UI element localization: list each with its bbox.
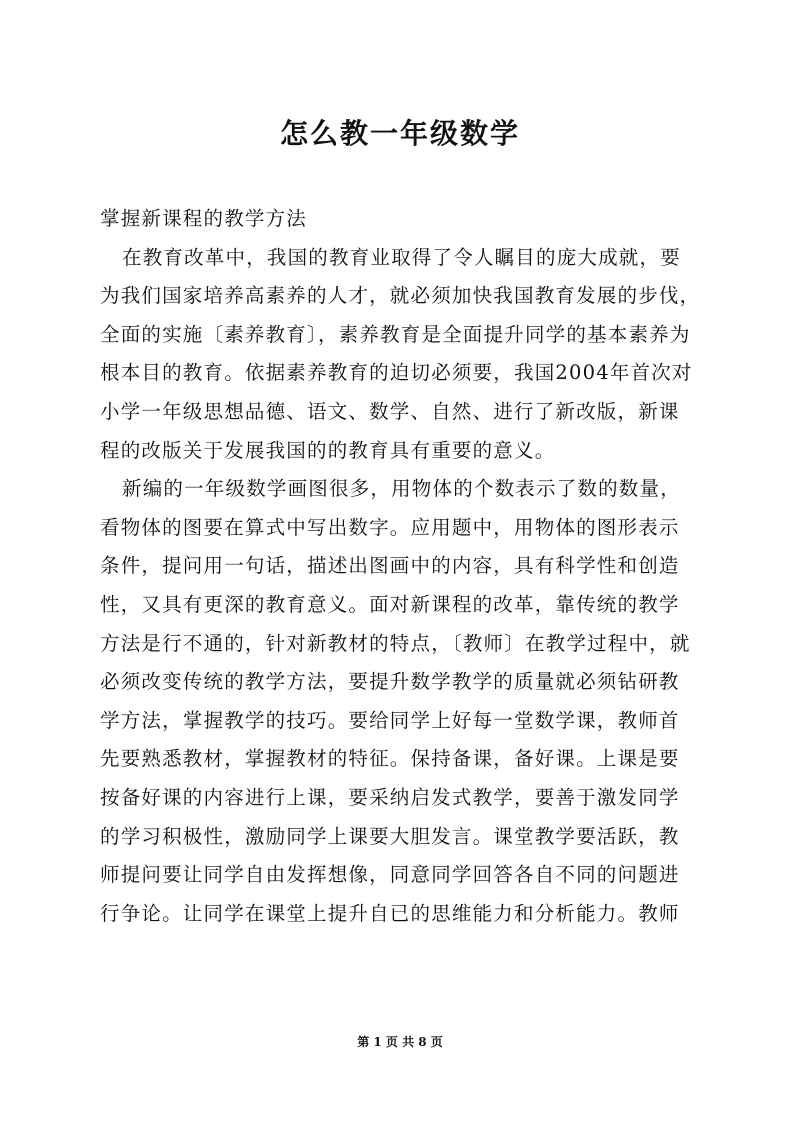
paragraph-line: 小学一年级思想品德、语文、数学、自然、进行了新改版，新课 — [100, 399, 680, 423]
document-body — [100, 200, 708, 933]
paragraph-line: 先要熟悉教材，掌握教材的特征。保持备课，备好课。上课是要 — [100, 747, 680, 771]
paragraph-line: 条件，提问用一句话，描述出图画中的内容，具有科学性和创造 — [100, 554, 680, 578]
paragraph-line: 性，又具有更深的教育意义。面对新课程的改革，靠传统的教学 — [100, 592, 680, 616]
paragraph-line: 新编的一年级数学画图很多，用物体的个数表示了数的数量， — [122, 477, 681, 501]
section-heading: 掌握新课程的教学方法 — [100, 207, 308, 230]
page-footer: 第 1 页 共 8 页 — [357, 1035, 443, 1049]
paragraph-line: 行争论。让同学在课堂上提升自已的思维能力和分析能力。教师 — [100, 901, 680, 925]
paragraph-line: 看物体的图要在算式中写出数字。应用题中，用物体的图形表示 — [100, 515, 680, 539]
paragraph-line: 必须改变传统的教学方法，要提升数学教学的质量就必须钻研教 — [100, 670, 680, 694]
paragraph-line: 按备好课的内容进行上课，要采纳启发式教学，要善于激发同学 — [100, 785, 680, 809]
paragraph-line: 根本目的教育。依据素养教育的迫切必须要，我国2004年首次对 — [100, 361, 693, 385]
paragraph-line: 师提问要让同学自由发挥想像，同意同学回答各自不同的问题进 — [100, 863, 680, 887]
paragraph-line: 程的改版关于发展我国的的教育具有重要的意义。 — [100, 438, 556, 462]
paragraph-line: 的学习积极性，激励同学上课要大胆发言。课堂教学要活跃，教 — [100, 824, 680, 848]
paragraph-line: 为我们国家培养高素养的人才，就必须加快我国教育发展的步伐， — [100, 284, 701, 308]
paragraph-line: 全面的实施〔素养教育〕，素养教育是全面提升同学的基本素养为 — [100, 322, 691, 346]
paragraph-line: 在教育改革中，我国的教育业取得了令人瞩目的庞大成就，要 — [122, 245, 681, 269]
paragraph-line: 方法是行不通的，针对新教材的特点，〔教师〕在教学过程中，就 — [100, 631, 691, 655]
document-title: 怎么教一年级数学 — [279, 117, 520, 150]
paragraph-line: 学方法，掌握教学的技巧。要给同学上好每一堂数学课，教师首 — [100, 708, 680, 732]
